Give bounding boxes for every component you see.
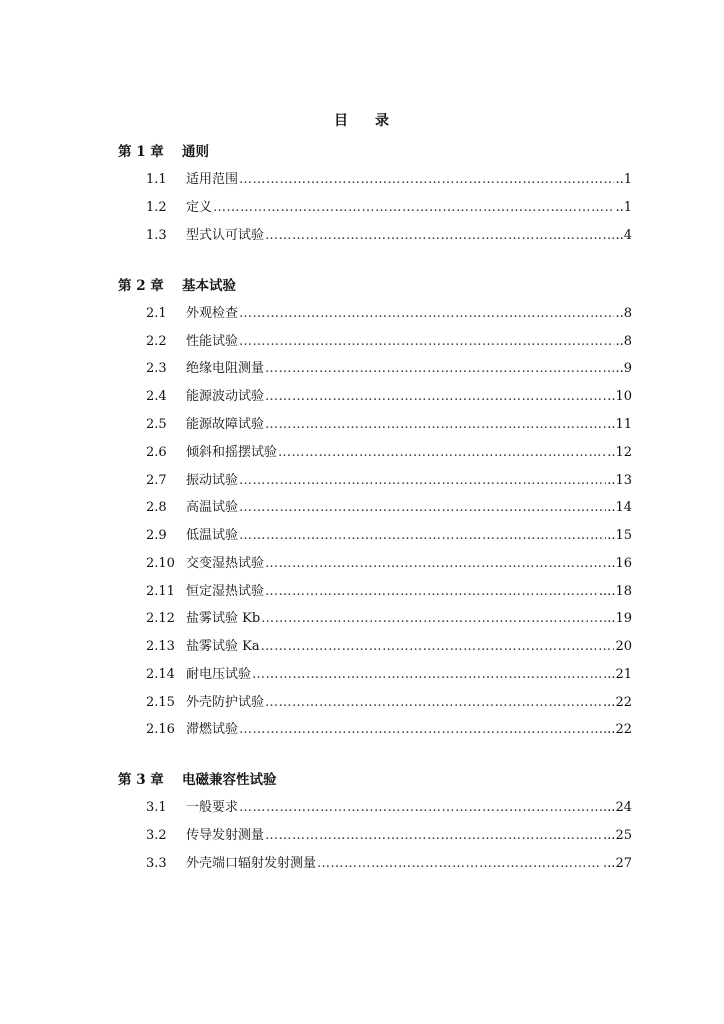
- entry-number: 2.8: [146, 500, 167, 515]
- toc-entry: [146, 580, 632, 599]
- toc-entry: [146, 552, 632, 571]
- toc-entry: [146, 824, 632, 843]
- chapter-number: 第 1 章: [118, 144, 164, 160]
- entry-title: 高温试验: [186, 500, 239, 515]
- entry-page: ....18: [598, 584, 632, 599]
- entry-page: ..11: [607, 417, 632, 432]
- entry-number: 2.14: [146, 667, 175, 682]
- dot-leader: [265, 389, 606, 404]
- entry-page: ...25: [603, 828, 632, 843]
- chapter-title: 通则: [182, 144, 209, 160]
- dot-leader: [239, 528, 606, 543]
- entry-number: 2.16: [146, 722, 175, 737]
- toc-entry: [146, 330, 632, 349]
- toc-entry: [146, 196, 632, 215]
- dot-leader: [265, 556, 606, 571]
- entry-page: ..8: [615, 334, 632, 349]
- entry-title: 性能试验: [186, 334, 239, 349]
- entry-title: 外观检查: [186, 306, 239, 321]
- entry-number: 1.2: [146, 200, 167, 215]
- toc-title-right: 录: [375, 113, 390, 129]
- entry-number: 2.15: [146, 695, 175, 710]
- entry-number: 3.3: [146, 856, 167, 871]
- entry-number: 2.6: [146, 445, 167, 460]
- entry-page: ..19: [607, 611, 632, 626]
- entry-title: 振动试验: [186, 473, 239, 488]
- toc-entry: [146, 607, 632, 626]
- chapter-title: 电磁兼容性试验: [182, 772, 277, 788]
- entry-title: 外壳防护试验: [186, 695, 265, 710]
- toc-entry: [146, 663, 632, 682]
- chapter-3-heading: [118, 768, 638, 788]
- entry-title: 倾斜和摇摆试验: [186, 445, 278, 460]
- toc-entry: [146, 357, 632, 376]
- entry-number: 2.9: [146, 528, 167, 543]
- entry-number: 1.1: [146, 172, 167, 187]
- entry-title: 滞燃试验: [186, 722, 239, 737]
- toc-entry: [146, 224, 632, 243]
- toc-entry: [146, 469, 632, 488]
- toc-entry: [146, 496, 632, 515]
- entry-page: ..9: [615, 361, 632, 376]
- toc-entry: [146, 635, 632, 654]
- entry-number: 3.1: [146, 800, 167, 815]
- dot-leader: [252, 667, 606, 682]
- dot-leader: [213, 200, 614, 215]
- entry-number: 2.7: [146, 473, 167, 488]
- entry-title: 传导发射测量: [186, 828, 265, 843]
- entry-title: 盐雾试验 Kb: [186, 611, 261, 626]
- toc-entry: [146, 302, 632, 321]
- toc-entry: [146, 168, 632, 187]
- dot-leader: [265, 584, 598, 599]
- entry-page: ..10: [607, 389, 632, 404]
- entry-number: 2.5: [146, 417, 167, 432]
- entry-page: ...27: [603, 856, 632, 871]
- entry-title: 一般要求: [186, 800, 239, 815]
- entry-page: ..15: [607, 528, 632, 543]
- chapter-number: 第 2 章: [118, 278, 164, 294]
- entry-title: 绝缘电阻测量: [186, 361, 265, 376]
- entry-title: 恒定湿热试验: [186, 584, 265, 599]
- dot-leader: [265, 417, 606, 432]
- entry-number: 2.2: [146, 334, 167, 349]
- dot-leader: [239, 722, 602, 737]
- entry-page: ...22: [603, 695, 632, 710]
- dot-leader: [239, 800, 602, 815]
- toc-entry: [146, 718, 632, 737]
- toc-entry: [146, 796, 632, 815]
- toc-entry: [146, 524, 632, 543]
- entry-page: ..4: [615, 228, 632, 243]
- chapter-1-heading: [118, 140, 638, 160]
- toc-entry: [146, 413, 632, 432]
- entry-page: ..1: [615, 172, 632, 187]
- entry-page: ...22: [603, 722, 632, 737]
- entry-number: 2.3: [146, 361, 167, 376]
- entry-page: ..1: [615, 200, 632, 215]
- toc-title: [0, 110, 724, 130]
- toc-entry: [146, 852, 632, 871]
- entry-number: 3.2: [146, 828, 167, 843]
- entry-number: 2.11: [146, 584, 175, 599]
- entry-title: 盐雾试验 Ka: [186, 639, 260, 654]
- entry-title: 耐电压试验: [186, 667, 252, 682]
- entry-number: 2.10: [146, 556, 175, 571]
- toc-entry: [146, 691, 632, 710]
- toc-title-left: 目: [334, 113, 349, 129]
- entry-title: 适用范围: [186, 172, 239, 187]
- entry-page: ..21: [607, 667, 632, 682]
- entry-page: ..16: [607, 556, 632, 571]
- entry-number: 2.12: [146, 611, 175, 626]
- dot-leader: [239, 306, 614, 321]
- dot-leader: [317, 856, 602, 871]
- chapter-title: 基本试验: [182, 278, 236, 294]
- entry-number: 2.4: [146, 389, 167, 404]
- toc-entry: [146, 385, 632, 404]
- entry-page: ..8: [615, 306, 632, 321]
- entry-title: 外壳端口辐射发射测量: [186, 856, 317, 871]
- dot-leader: [278, 445, 606, 460]
- dot-leader: [261, 639, 615, 654]
- dot-leader: [265, 695, 602, 710]
- toc-entry: [146, 441, 632, 460]
- entry-page: ..14: [607, 500, 632, 515]
- entry-page: ...24: [603, 800, 632, 815]
- dot-leader: [239, 500, 606, 515]
- entry-number: 2.13: [146, 639, 175, 654]
- dot-leader: [239, 334, 614, 349]
- entry-title: 低温试验: [186, 528, 239, 543]
- entry-page: ..12: [607, 445, 632, 460]
- dot-leader: [239, 172, 614, 187]
- dot-leader: [265, 228, 614, 243]
- chapter-2-heading: [118, 274, 638, 294]
- entry-title: 交变湿热试验: [186, 556, 265, 571]
- entry-page: ..13: [607, 473, 632, 488]
- chapter-number: 第 3 章: [118, 772, 164, 788]
- entry-number: 2.1: [146, 306, 167, 321]
- dot-leader: [265, 361, 614, 376]
- entry-title: 型式认可试验: [186, 228, 265, 243]
- dot-leader: [261, 611, 606, 626]
- dot-leader: [239, 473, 606, 488]
- entry-title: 能源波动试验: [186, 389, 265, 404]
- entry-page: 20: [615, 639, 632, 654]
- dot-leader: [265, 828, 602, 843]
- entry-title: 定义: [186, 200, 213, 215]
- entry-title: 能源故障试验: [186, 417, 265, 432]
- entry-number: 1.3: [146, 228, 167, 243]
